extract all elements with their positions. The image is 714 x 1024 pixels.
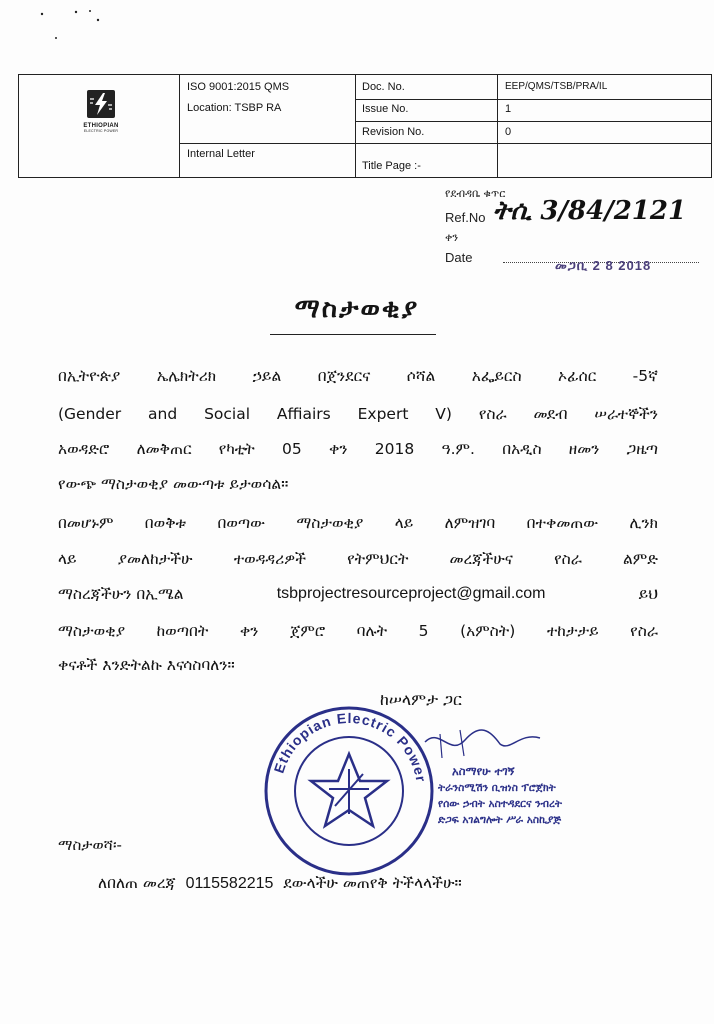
seal-text: Ethiopian Electric Power — [270, 709, 430, 784]
location: Location: TSBP RA — [187, 102, 282, 114]
logo-text: ETHIOPIAN — [83, 123, 119, 129]
contact-text: ደውላችሁ መጠየቅ ትችላላችሁ። — [283, 874, 462, 892]
document-header-table — [18, 74, 712, 178]
revision-no-label: Revision No. — [362, 126, 425, 138]
signature-icon — [420, 722, 560, 762]
company-seal-icon — [262, 704, 436, 878]
signatory-title: ትራንስሚሽን ቢዝነስ ፕሮጀክት — [438, 782, 556, 794]
scan-specks — [40, 8, 120, 48]
letter-type: Internal Letter — [187, 148, 255, 160]
body-line: በኢትዮጵያ ኤሌክትሪክ ኃይል በጀንደርና ሶሻል አፌይርስ ኦፊሰር -5ኛ — [58, 367, 658, 385]
closing-greeting: ከሠላምታ ጋር — [380, 690, 462, 709]
doc-no-value: EEP/QMS/TSB/PRA/IL — [505, 81, 608, 92]
date-stamp: መጋቢ 2 8 2018 — [555, 258, 652, 273]
date-label-amharic: ቀን — [445, 232, 459, 244]
lightning-bolt-logo-icon — [86, 89, 116, 119]
body-line: በመሆኑም በወቅቱ በወጣው ማስታወቂያ ላይ ለምዝገባ በተቀመጠው ሊንክ — [58, 514, 658, 532]
signatory-name: አስማየሁ ተገኝ — [452, 764, 515, 778]
body-text: ይህ — [638, 585, 658, 603]
contact-email: tsbprojectresourceproject@gmail.com — [276, 585, 546, 602]
title-underline — [270, 334, 436, 335]
body-line: ማስታወቂያ ከወጣበት ቀን ጀምሮ ባሉት 5 (አምስት) ተከታታይ የስራ — [58, 622, 658, 640]
iso-standard: ISO 9001:2015 QMS — [187, 81, 290, 93]
ref-label: Ref.No — [445, 210, 486, 225]
doc-no-label: Doc. No. — [362, 81, 405, 93]
logo-subtext: ELECTRIC POWER — [83, 129, 119, 133]
body-line: የውጭ ማስታወቂያ መውጣቱ ይታወሳል። — [58, 475, 289, 493]
contact-phone: 0115582215 — [185, 875, 274, 892]
signatory-title: ድጋፍ አገልግሎት ሥራ አስኪያጅ — [438, 814, 562, 826]
ref-label-amharic: የደብዳቤ ቁጥር — [445, 188, 506, 200]
body-line-with-email — [58, 585, 658, 604]
svg-text:Ethiopian Electric Power — [271, 710, 430, 784]
notice-title: ማስታወቂያ — [294, 294, 420, 324]
issue-no-value: 1 — [505, 103, 512, 115]
ref-number-handwritten: ትሲ 3/84/2121 — [493, 196, 687, 226]
contact-text: ለበለጠ መረጃ — [98, 874, 176, 892]
body-line: ቀናቶች እንድትልኩ እናሳስባለን። — [58, 656, 235, 674]
date-label: Date — [445, 250, 473, 265]
note-label: ማስታወሻ፡- — [58, 836, 122, 854]
title-page-label: Title Page :- — [362, 160, 421, 172]
body-line: አወዳድሮ ለመቅጠር የካቲት 05 ቀን 2018 ዓ.ም. በአዲስ ዘመን ጋዜጣ — [58, 440, 658, 458]
revision-no-value: 0 — [505, 126, 512, 138]
reference-block — [445, 188, 705, 278]
company-logo — [59, 89, 143, 133]
body-text: ማስረጃችሁን በኢሜል — [58, 585, 184, 603]
contact-info — [98, 874, 462, 893]
issue-no-label: Issue No. — [362, 103, 409, 115]
body-line: ላይ ያመለከታችሁ ተወዳዳሪዎች የትምህርት መረጃችሁና የስራ ልምድ — [58, 550, 658, 568]
body-line: (Gender and Social Affiairs Expert V) የስራ መደብ ሠራተኞችን — [58, 405, 658, 423]
signatory-title: የሰው ኃብት አስተዳደርና ንብረት — [438, 798, 562, 810]
